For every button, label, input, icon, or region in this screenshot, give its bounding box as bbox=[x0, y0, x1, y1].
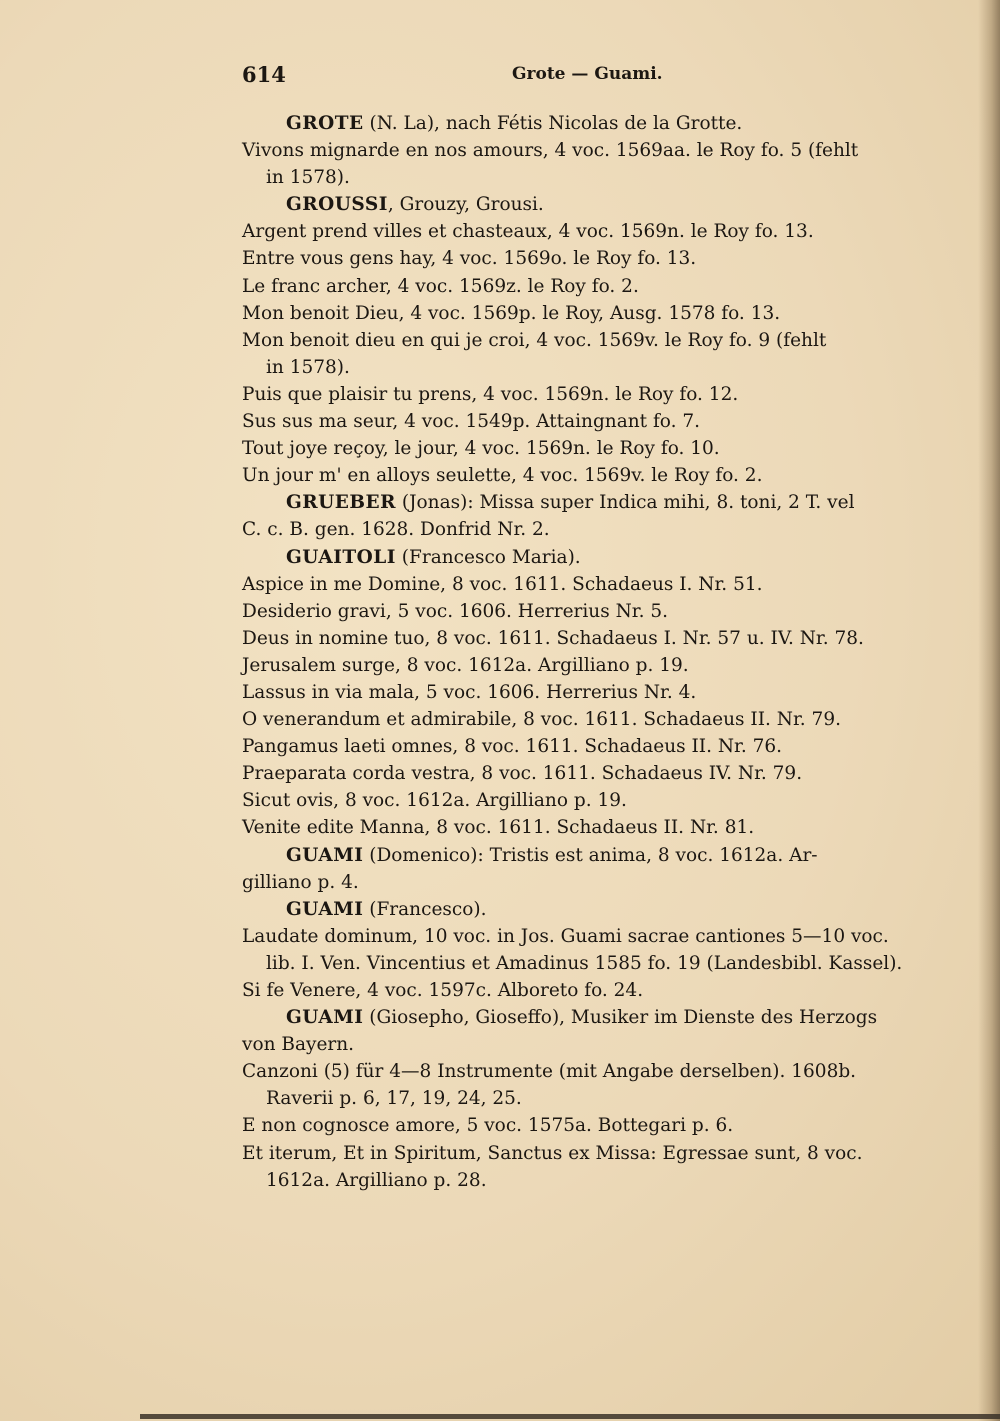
composer-heading-rest: (Domenico): Tristis est anima, 8 voc. 1612a. Ar- bbox=[363, 844, 818, 866]
work-entry: Le franc archer, 4 voc. 1569z. le Roy fo. 2. bbox=[242, 275, 639, 297]
work-entry: Argent prend villes et chasteaux, 4 voc. 1569n. le Roy fo. 13. bbox=[242, 221, 814, 243]
composer-heading bbox=[242, 842, 918, 869]
work-entry: Desiderio gravi, 5 voc. 1606. Herrerius Nr. 5. bbox=[242, 600, 668, 622]
work-entry: Mon benoit Dieu, 4 voc. 1569p. le Roy, Ausg. 1578 fo. 13. bbox=[242, 302, 781, 324]
composer-name: GROTE bbox=[286, 113, 364, 134]
composer-heading bbox=[242, 489, 918, 516]
work-entry: Puis que plaisir tu prens, 4 voc. 1569n. le Roy fo. 12. bbox=[242, 383, 739, 405]
work-entry: Et iterum, Et in Spiritum, Sanctus ex Missa: Egressae sunt, 8 voc. bbox=[242, 1142, 863, 1164]
work-entry: Vivons mignarde en nos amours, 4 voc. 1569aa. le Roy fo. 5 (fehlt bbox=[242, 140, 859, 162]
page-header bbox=[242, 62, 918, 90]
entry-continuation: Raverii p. 6, 17, 19, 24, 25. bbox=[266, 1088, 522, 1110]
composer-heading-rest: (Francesco Maria). bbox=[395, 546, 581, 568]
composer-name: GUAMI bbox=[286, 844, 364, 866]
work-entry: Un jour m' en alloys seulette, 4 voc. 1569v. le Roy fo. 2. bbox=[242, 465, 763, 487]
composer-heading bbox=[242, 544, 918, 571]
work-entry: Entre vous gens hay, 4 voc. 1569o. le Roy fo. 13. bbox=[242, 248, 697, 270]
work-entry: Si fe Venere, 4 voc. 1597c. Alboreto fo. 24. bbox=[242, 980, 644, 1001]
entry-continuation: in 1578). bbox=[266, 167, 350, 189]
work-entry: Lassus in via mala, 5 voc. 1606. Herrerius Nr. 4. bbox=[242, 681, 697, 703]
composer-heading bbox=[242, 110, 918, 137]
composer-name: GUAMI bbox=[286, 1007, 364, 1029]
work-entry: von Bayern. bbox=[242, 1034, 355, 1056]
composer-heading-rest: , Grouzy, Grousi. bbox=[387, 194, 544, 216]
work-entry: Sicut ovis, 8 voc. 1612a. Argilliano p. 19. bbox=[242, 790, 627, 812]
running-title: Grote — Guami. bbox=[512, 64, 663, 84]
work-entry: O venerandum et admirabile, 8 voc. 1611. Schadaeus II. Nr. 79. bbox=[242, 709, 841, 731]
page-number: 614 bbox=[242, 62, 286, 87]
composer-heading bbox=[242, 896, 918, 923]
composer-name: GUAMI bbox=[286, 898, 364, 920]
work-entry: Tout joye reçoy, le jour, 4 voc. 1569n. le Roy fo. 10. bbox=[242, 438, 720, 460]
composer-name: GRUEBER bbox=[286, 492, 397, 514]
work-entry: C. c. B. gen. 1628. Donfrid Nr. 2. bbox=[242, 519, 550, 541]
composer-name: GUAITOLI bbox=[286, 546, 396, 568]
composer-heading bbox=[242, 1004, 918, 1031]
index-body bbox=[242, 110, 918, 1194]
work-entry: Praeparata corda vestra, 8 voc. 1611. Schadaeus IV. Nr. 79. bbox=[242, 763, 803, 785]
composer-name: GROUSSI bbox=[286, 194, 388, 216]
composer-heading-rest: (Giosepho, Gioseffo), Musiker im Dienste des Herzogs bbox=[363, 1007, 878, 1029]
page-bottom-edge bbox=[140, 1414, 1000, 1419]
work-entry: gilliano p. 4. bbox=[242, 871, 359, 893]
work-entry: Aspice in me Domine, 8 voc. 1611. Schadaeus I. Nr. 51. bbox=[242, 573, 763, 595]
work-entry: Venite edite Manna, 8 voc. 1611. Schadaeus II. Nr. 81. bbox=[242, 817, 755, 839]
composer-heading-rest: (Jonas): Missa super Indica mihi, 8. toni, 2 T. vel bbox=[396, 492, 855, 514]
work-entry: Laudate dominum, 10 voc. in Jos. Guami sacrae cantiones 5—10 voc. bbox=[242, 925, 889, 947]
entry-continuation: 1612a. Argilliano p. 28. bbox=[266, 1169, 487, 1191]
work-entry: Pangamus laeti omnes, 8 voc. 1611. Schadaeus II. Nr. 76. bbox=[242, 736, 783, 758]
composer-heading-rest: (Francesco). bbox=[363, 898, 487, 920]
composer-heading bbox=[242, 191, 918, 218]
work-entry: Canzoni (5) für 4—8 Instrumente (mit Angabe derselben). 1608b. bbox=[242, 1061, 857, 1083]
page-gutter-shadow bbox=[978, 0, 1000, 1421]
work-entry: Deus in nomine tuo, 8 voc. 1611. Schadaeus I. Nr. 57 u. IV. Nr. 78. bbox=[242, 627, 864, 649]
entry-continuation: lib. I. Ven. Vincentius et Amadinus 1585 fo. 19 (Landesbibl. Kassel). bbox=[266, 952, 903, 974]
work-entry: Jerusalem surge, 8 voc. 1612a. Argilliano p. 19. bbox=[242, 654, 689, 676]
work-entry: Mon benoit dieu en qui je croi, 4 voc. 1569v. le Roy fo. 9 (fehlt bbox=[242, 329, 827, 351]
work-entry: Sus sus ma seur, 4 voc. 1549p. Attaingnant fo. 7. bbox=[242, 411, 701, 433]
composer-heading-rest: (N. La), nach Fétis Nicolas de la Grotte. bbox=[363, 113, 743, 134]
entry-continuation: in 1578). bbox=[266, 356, 350, 378]
work-entry: E non cognosce amore, 5 voc. 1575a. Bottegari p. 6. bbox=[242, 1115, 734, 1137]
